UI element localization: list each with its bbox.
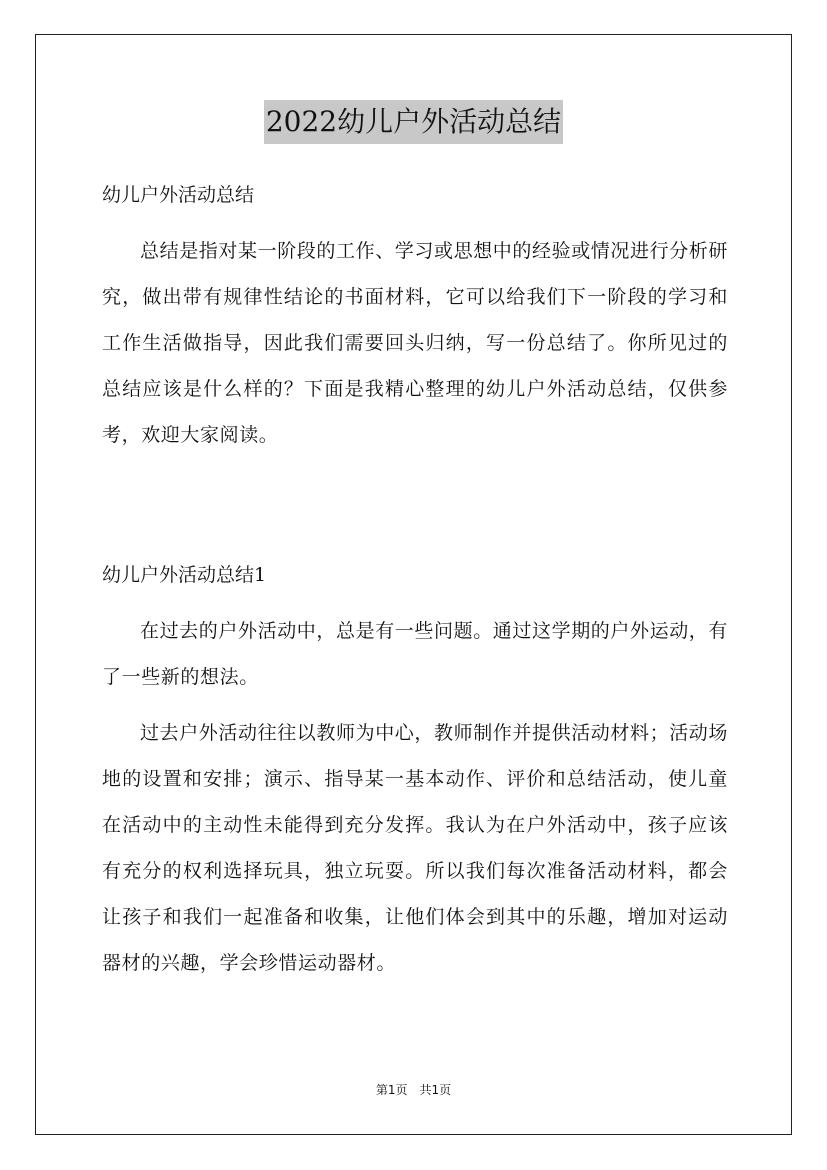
spacer xyxy=(102,218,728,228)
document-title-wrapper xyxy=(0,100,827,144)
section1-heading: 幼儿户外活动总结1 xyxy=(102,564,267,586)
section1-paragraph-1: 在过去的户外活动中，总是有一些问题。通过这学期的户外运动，有了一些新的想法。 xyxy=(102,620,729,688)
intro-paragraph: 总结是指对某一阶段的工作、学习或思想中的经验或情况进行分析研究，做出带有规律性结论的书面材料，它可以给我们下一阶段的学习和工作生活做指导，因此我们需要回头归纳，写一份总结了。你所见过的总结应该是什么样的？下面是我精心整理的幼儿户外活动总结，仅供参考，欢迎大家阅读。 xyxy=(102,240,729,446)
section1-paragraph-2: 过去户外活动往往以教师为中心，教师制作并提供活动材料；活动场地的设置和安排；演示、指导某一基本动作、评价和总结活动，使儿童在活动中的主动性未能得到充分发挥。我认为在户外活动中，孩子应该有充分的权利选择玩具，独立玩耍。所以我们每次准备活动材料，都会让孩子和我们一起准备和收集，让他们体会到其中的乐趣，增加对运动器材的兴趣，学会珍惜运动器材。 xyxy=(102,722,729,974)
document-title: 2022幼儿户外活动总结 xyxy=(264,100,563,144)
intro-heading: 幼儿户外活动总结 xyxy=(102,184,255,206)
page-footer xyxy=(0,1082,827,1098)
document-body xyxy=(102,172,728,986)
spacer xyxy=(102,700,728,710)
spacer xyxy=(102,598,728,608)
page-number: 第1页 xyxy=(375,1083,408,1097)
page-total: 共1页 xyxy=(419,1083,452,1097)
section-spacer xyxy=(102,458,728,552)
